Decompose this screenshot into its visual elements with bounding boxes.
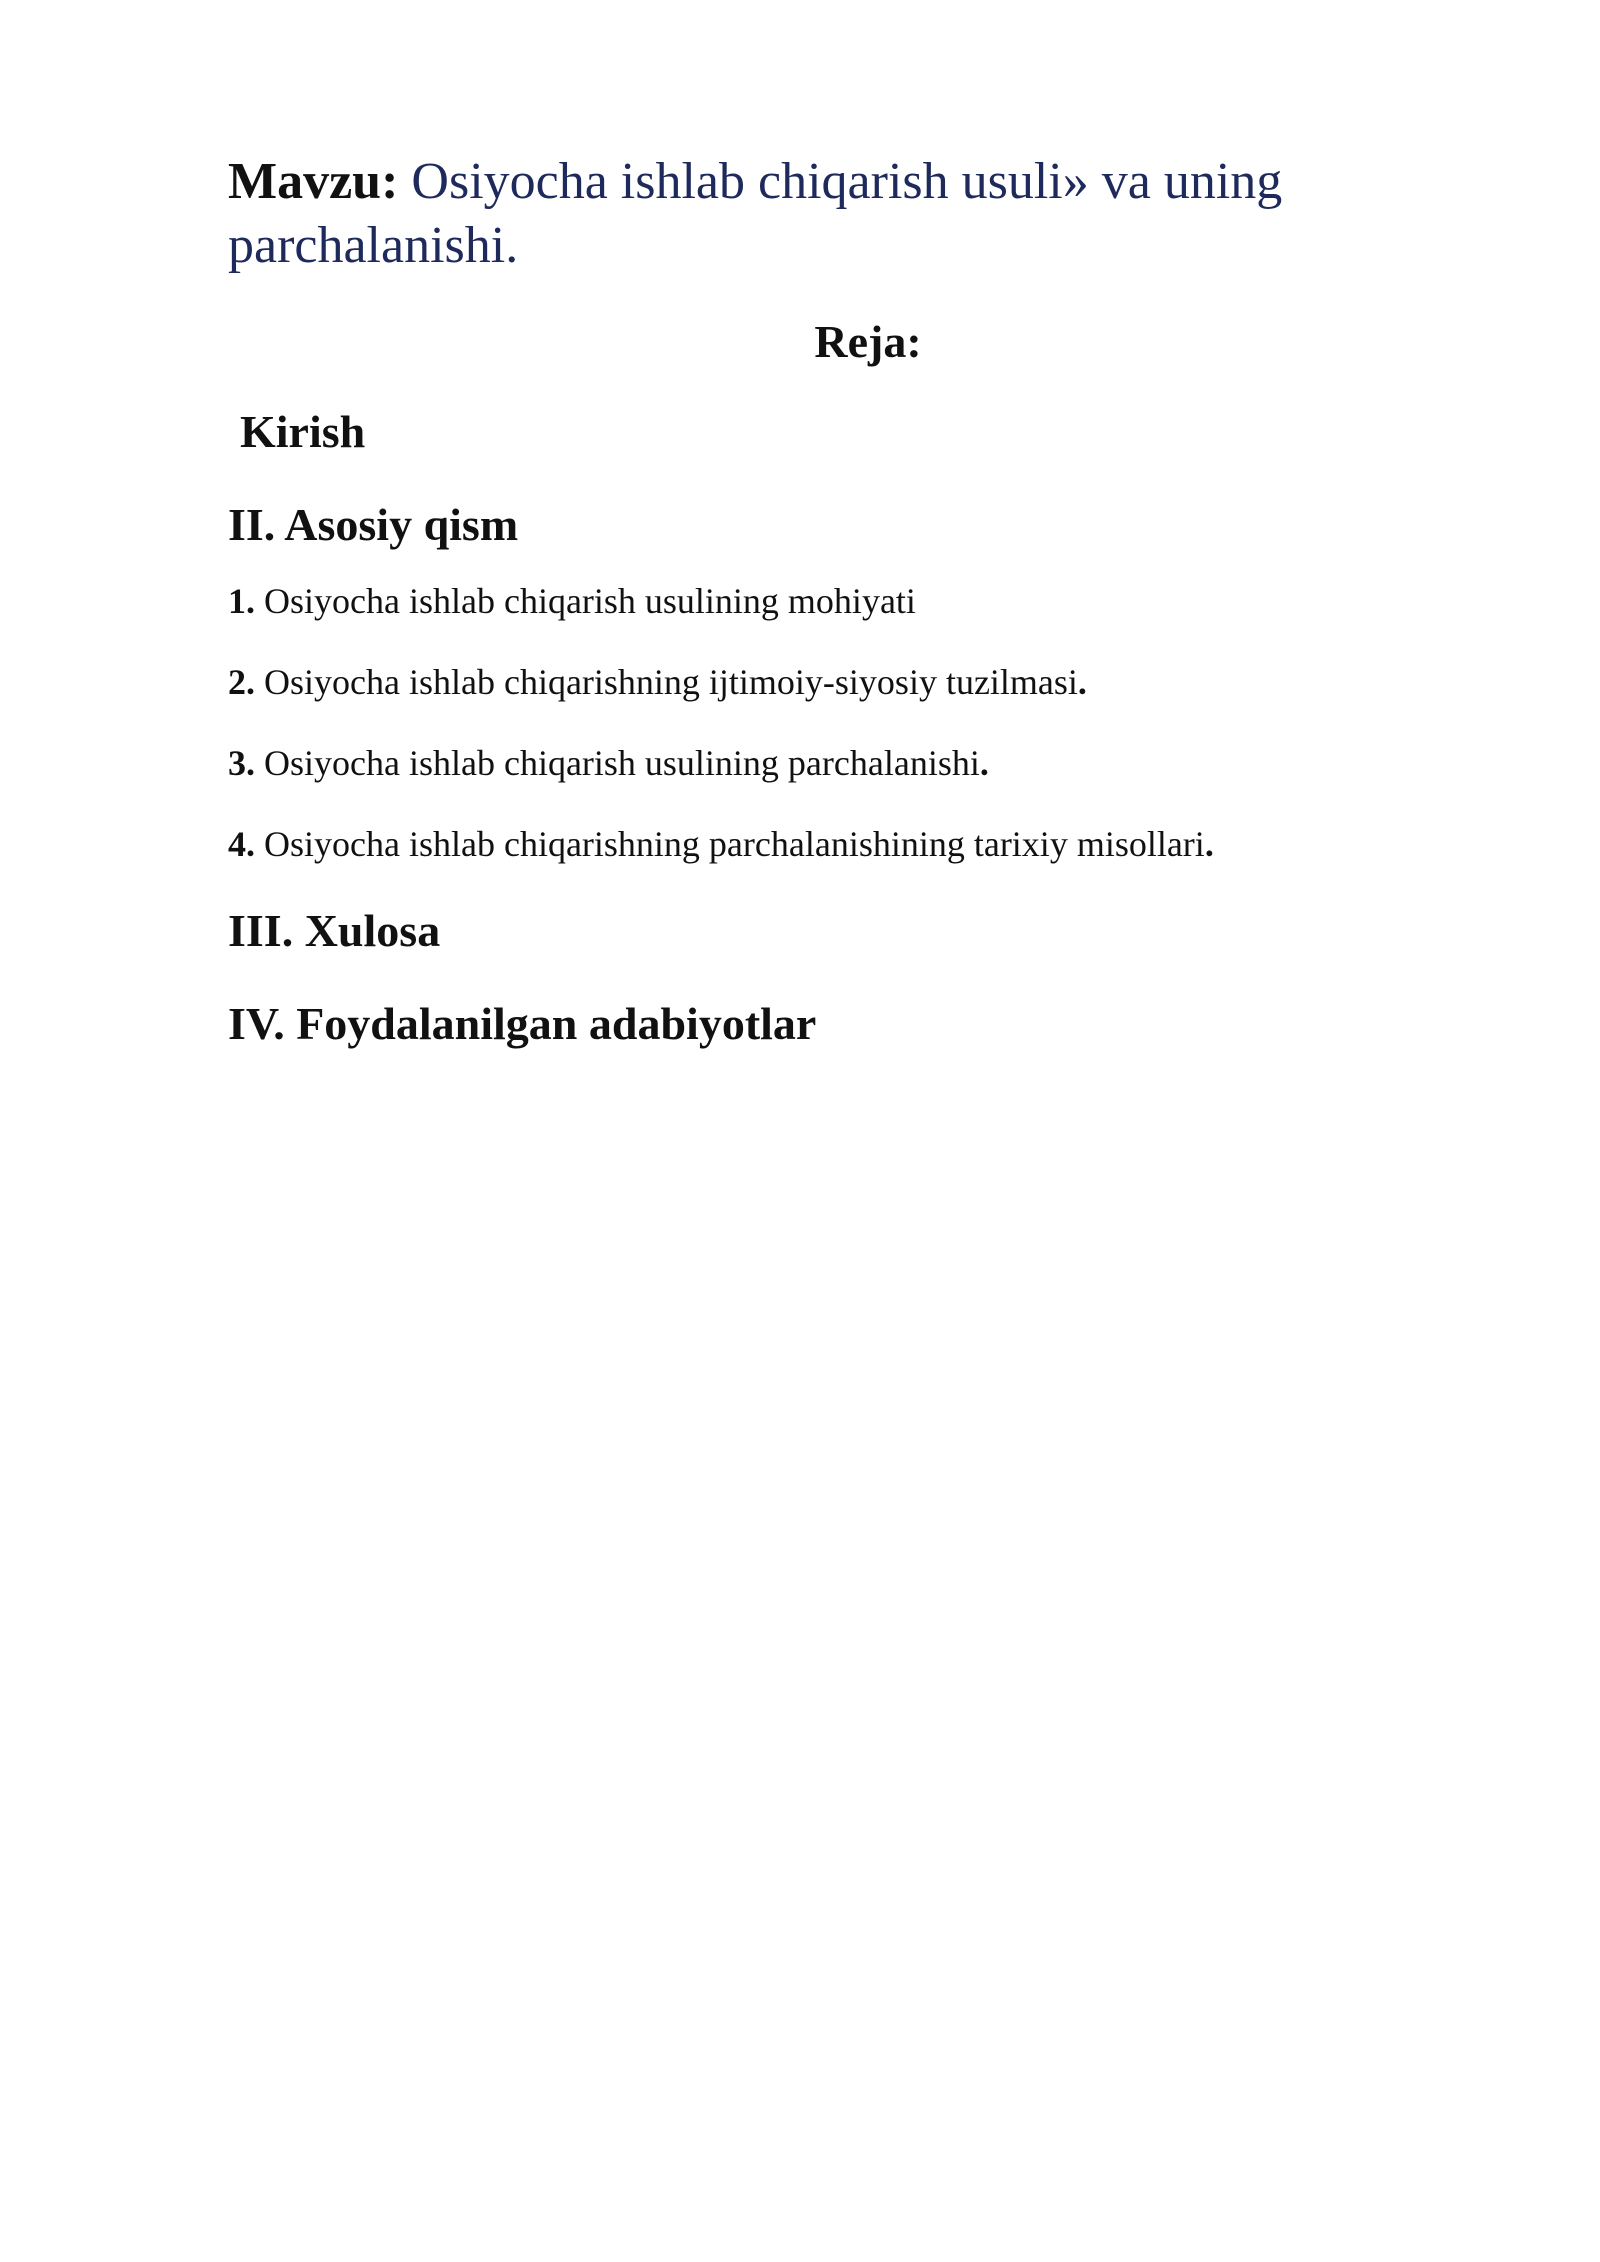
- plan-item: [228, 577, 1368, 625]
- section-references: IV. Foydalanilgan adabiyotlar: [228, 998, 817, 1049]
- plan-item-text: Osiyocha ishlab chiqarish usulining mohiyati: [264, 581, 916, 621]
- plan-item: [228, 658, 1368, 706]
- section-intro: Kirish: [240, 406, 366, 457]
- plan-heading: Reja:: [814, 316, 922, 367]
- plan-item-number: 3.: [228, 743, 255, 783]
- topic-label: Mavzu:: [228, 153, 399, 210]
- plan-list: [228, 577, 1368, 868]
- topic-line: [228, 150, 1368, 278]
- plan-item-text: Osiyocha ishlab chiqarishning parchalanishining tarixiy misollari: [264, 824, 1205, 864]
- document-content: [228, 150, 1368, 1054]
- topic-title: Osiyocha ishlab chiqarish usuli» va uning parchalanishi.: [228, 153, 1283, 274]
- section-main-part: II. Asosiy qism: [228, 499, 519, 550]
- plan-item-number: 2.: [228, 662, 255, 702]
- plan-item-end: .: [1204, 824, 1214, 864]
- plan-item: [228, 739, 1368, 787]
- plan-item-number: 4.: [228, 824, 255, 864]
- plan-item-end: .: [1077, 662, 1087, 702]
- section-conclusion: III. Xulosa: [228, 905, 441, 956]
- plan-item-number: 1.: [228, 581, 255, 621]
- plan-item: [228, 820, 1368, 868]
- plan-item-text: Osiyocha ishlab chiqarish usulining parchalanishi: [264, 743, 980, 783]
- plan-item-end: .: [979, 743, 989, 783]
- plan-item-text: Osiyocha ishlab chiqarishning ijtimoiy-siyosiy tuzilmasi: [264, 662, 1078, 702]
